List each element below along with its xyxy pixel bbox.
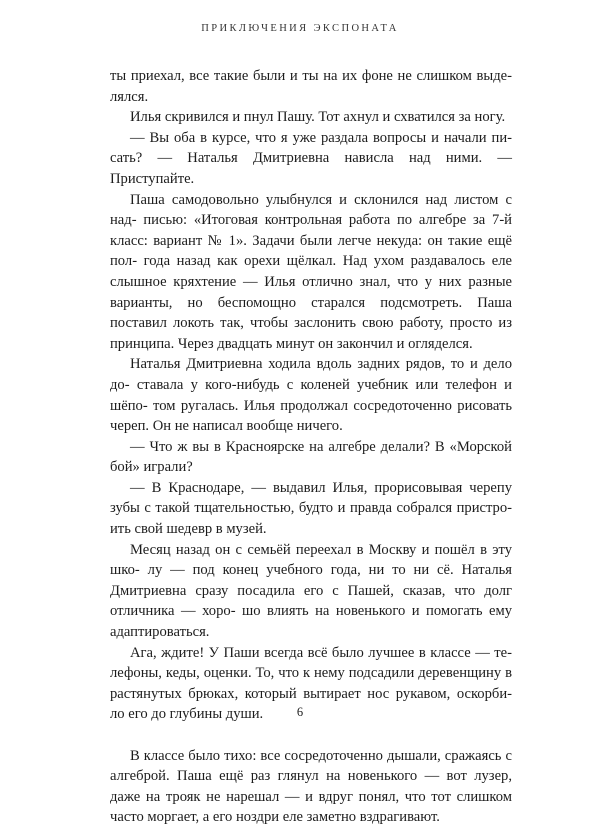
paragraph [110, 540, 512, 643]
paragraph [110, 746, 512, 828]
text-line: Он не написал вообще ничего. [152, 418, 343, 435]
text-line: двадцать минут он закончил и огляделся. [217, 335, 473, 352]
text-line: шо влиять на новенького и помогать ему адаптироваться. [110, 603, 512, 641]
text-line: В классе было тихо: все сосредоточенно дышали, сражаясь [130, 747, 502, 764]
text-line: писью: «Итоговая контрольная работа по алгебре за 7-й класс: [110, 212, 512, 249]
text-line: лялся. [110, 88, 149, 105]
text-line: ло его до глубины души. [110, 706, 264, 723]
text-line: сразу посадила его с Пашей, сказав, что долг отличника — хоро- [110, 582, 513, 620]
text-line: ты приехал, все такие были и ты на их фоне не слишком выде- [110, 68, 512, 84]
text-line: Наталья Дмитриевна ходила вдоль задних рядов, то и дело до- [110, 356, 512, 393]
paragraph [110, 354, 512, 436]
text-line: — В Краснодаре, — выдавил Илья, прорисовывая черепу [130, 479, 512, 496]
paragraph [110, 107, 512, 128]
text-line: том ругалась. Илья продолжал сосредоточенно рисовать череп. [110, 397, 512, 435]
text-line: — Что ж вы в Красноярске на алгебре делали? В «Морской [130, 438, 512, 455]
text-line: — Вы оба в курсе, что я уже раздала вопросы и начали пи- [130, 129, 512, 146]
section-break [110, 725, 512, 746]
text-line: сать? — Наталья Дмитриевна нависла над ними. — Приступайте. [110, 150, 512, 187]
paragraph [110, 437, 512, 478]
text-line: но беспомощно старался подсмотреть. Паша поставил локоть [110, 294, 512, 332]
running-head: ПРИКЛЮЧЕНИЯ ЭКСПОНАТА [201, 23, 399, 34]
paragraph [110, 66, 512, 107]
text-line: ставала у кого-нибудь с коленей учебник или телефон и шёпо- [110, 376, 512, 414]
text-line: зубы с такой тщательностью, будто и правда собрался пристро- [110, 500, 512, 517]
text-line: так, чтобы заслонить свою работу, просто из принципа. Через [110, 315, 512, 352]
text-line: бой» играли? [110, 459, 193, 476]
text-line: часто моргает, а его ноздри еле заметно вздрагивают. [110, 809, 440, 826]
paragraph [110, 478, 512, 540]
text-line: в растянутых брюках, который вытирает нос рукавом, оскорби- [110, 665, 513, 702]
text-line: Месяц назад он с семьёй переехал в Москву и пошёл в эту шко- [110, 541, 512, 579]
text-line: Ага, ждите! У Паши всегда всё было лучшее в классе — те- [130, 644, 512, 661]
text-line: с алгеброй. Паша ещё раз глянул на новенького — вот лузер, [110, 747, 512, 785]
page-number: 6 [296, 705, 304, 719]
text-line: даже на трояк не нарешал — и вдруг понял, что тот слишком [110, 788, 512, 805]
text-line: Паша самодовольно улыбнулся и склонился над листом с над- [110, 191, 512, 229]
text-line: года назад как орехи щёлкал. Над ухом раздавалось еле слышное [110, 253, 512, 290]
text-line: Илья скривился и пнул Пашу. Тот ахнул и схватился за ногу. [130, 109, 506, 126]
text-line: лефоны, кеды, оценки. То, что к нему подсадили деревенщину [110, 665, 502, 682]
text-line: вариант № 1». Задачи были легче некуда: он такие ещё пол- [110, 232, 512, 270]
text-line: ить свой шедевр в музей. [110, 521, 267, 538]
text-line: лу — под конец учебного года, ни то ни сё. Наталья Дмитриевна [110, 562, 513, 599]
paragraph [110, 128, 512, 190]
paragraph [110, 190, 512, 355]
text-line: кряхтение — Илья отлично знал, что у них разные варианты, [110, 273, 512, 311]
